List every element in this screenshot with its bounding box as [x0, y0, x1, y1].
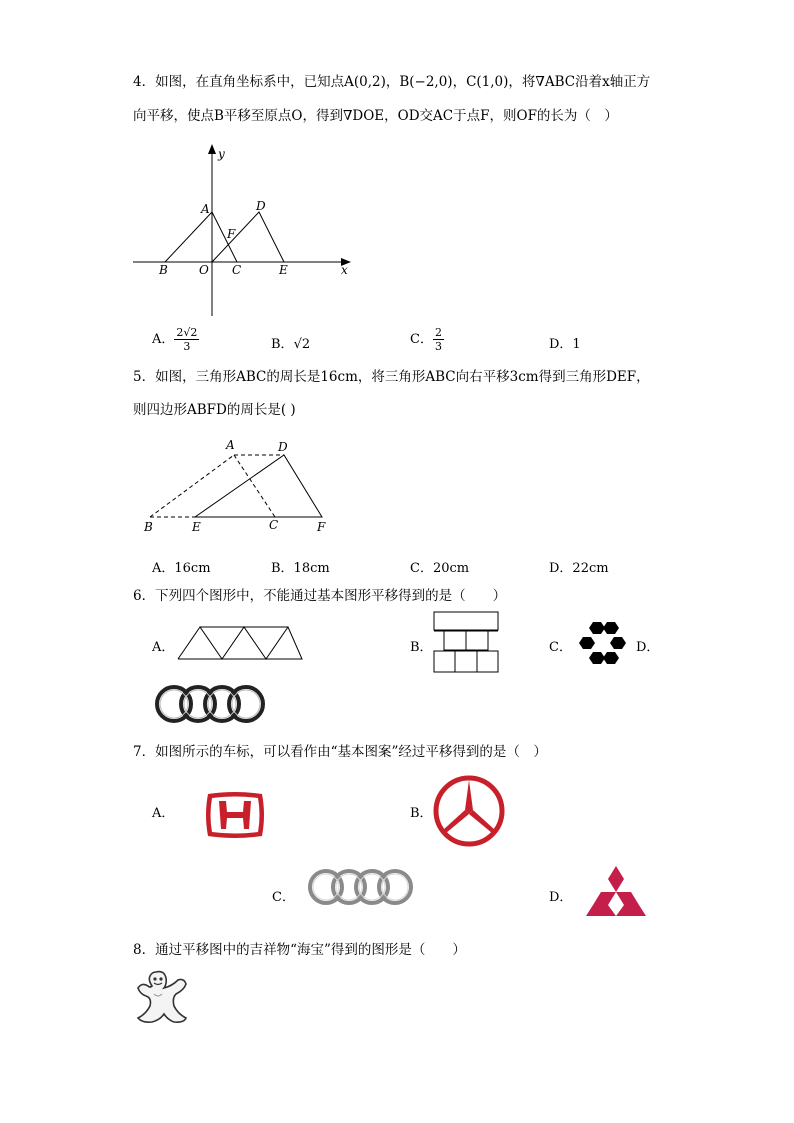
q6-option-c-label: C．: [549, 640, 572, 655]
q5-option-b: B．18cm: [271, 561, 330, 576]
q6-text-line1: 6．下列四个图形中，不能通过基本图形平移得到的是（ ）: [133, 588, 507, 604]
q6-option-a-label: A．: [152, 640, 175, 655]
q4-label-o: O: [199, 263, 209, 277]
q4-option-b: B．√2: [271, 337, 311, 352]
q7-option-d-mitsubishi-logo: [584, 864, 648, 918]
q6-option-c-hexagons: [574, 620, 628, 666]
q4-option-d: D．1: [549, 337, 581, 352]
q4-triangle-doe: [212, 212, 284, 262]
q5-label-f: F: [317, 520, 326, 534]
q6-option-d-rings: [152, 682, 268, 726]
q4-y-arrow: [208, 144, 216, 154]
q4-label-x: x: [341, 263, 348, 277]
q6-option-b-bricks: [432, 610, 502, 674]
q7-option-a-label: A．: [152, 806, 175, 821]
q4-option-a: A． $\frac{2√2}{3}$: [152, 326, 198, 353]
q7-option-b-mercedes-logo: [432, 774, 506, 848]
q5-option-d: D．22cm: [549, 561, 609, 576]
q4-label-c: C: [232, 263, 242, 277]
q6-option-a-triangles: [176, 624, 304, 662]
q5-label-e: E: [192, 520, 201, 534]
q4-label-a: A: [201, 202, 210, 216]
q5-text-line1: 5．如图，三角形ABC的周长是16cm，将三角形ABC向右平移3cm得到三角形DEF，: [133, 369, 650, 385]
q4-label-d: D: [256, 199, 266, 213]
q5-translation-figure: [140, 435, 340, 535]
q4-text-line2: 向平移，使点B平移至原点O，得到∇DOE，OD交AC于点F，则OF的长为（ ）: [133, 108, 618, 124]
q6-option-d-label: D．: [636, 640, 660, 655]
q4-label-y: y: [218, 147, 225, 161]
q8-haibao-mascot: [134, 968, 192, 1026]
q8-text-line1: 8．通过平移图中的吉祥物“海宝”得到的图形是（ ）: [133, 942, 466, 958]
q5-triangle-def: [195, 455, 322, 517]
q5-label-d: D: [278, 440, 288, 454]
q4-label-f: F: [227, 227, 236, 241]
q4-coordinate-figure: [125, 140, 365, 320]
q4-label-b: B: [159, 263, 168, 277]
q5-label-a: A: [226, 438, 235, 452]
q7-option-c-audi-logo: [306, 866, 414, 908]
q4-option-c: C． $\frac{2}{3}$: [410, 326, 442, 353]
q4-label-e: E: [279, 263, 288, 277]
q5-label-b: B: [144, 520, 153, 534]
q4-text-line1: 4．如图，在直角坐标系中，已知点A(0,2)，B(−2,0)，C(1,0)，将∇ABC沿着x轴正方: [133, 74, 651, 90]
q7-option-d-label: D．: [549, 890, 573, 905]
q7-option-c-label: C．: [272, 890, 295, 905]
q5-text-line2: 则四边形ABFD的周长是( ): [133, 402, 296, 418]
q7-text-line1: 7．如图所示的车标，可以看作由“基本图案”经过平移得到的是（ ）: [133, 744, 547, 760]
q5-label-c: C: [269, 518, 279, 532]
q7-option-a-honda-logo: [202, 790, 268, 840]
q6-option-b-label: B．: [410, 640, 433, 655]
q5-option-c: C．20cm: [410, 561, 470, 576]
q7-option-b-label: B．: [410, 806, 433, 821]
q5-option-a: A．16cm: [152, 561, 211, 576]
